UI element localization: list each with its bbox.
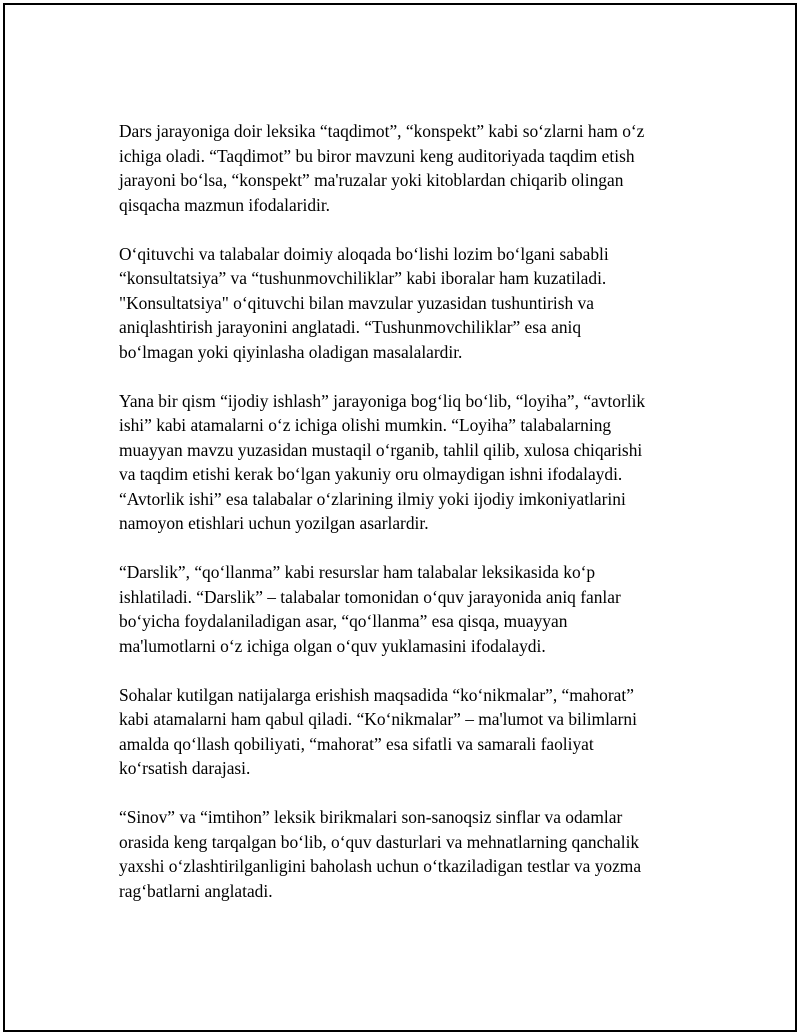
- paragraph-4: “Darslik”, “qo‘llanma” kabi resurslar ham talabalar leksikasida ko‘p ishlatiladi. “Darslik” – talabalar tomonidan o‘quv jarayonida aniq fanlar bo‘yicha foydalaniladigan asar, “qo‘llanma” esa qisqa, muayyan ma'lumotlarni o‘z ichiga olgan o‘quv yuklamasini ifodalaydi.: [119, 562, 621, 656]
- document-page: [3, 3, 797, 1032]
- paragraph-3: Yana bir qism “ijodiy ishlash” jarayoniga bog‘liq bo‘lib, “loyiha”, “avtorlik ishi” kabi atamalarni o‘z ichiga olishi mumkin. “Loyiha” talabalarning muayyan mavzu yuzasidan mustaqil o‘rganib, tahlil qilib, xulosa chiqarishi va taqdim etishi kerak bo‘lgan yakuniy oru olmaydigan ishni ifodalaydi. “Avtorlik ishi” esa talabalar o‘zlarining ilmiy yoki ijodiy imkoniyatlarini namoyon etishlari uchun yozilgan asarlardir.: [119, 390, 646, 533]
- paragraph-6: “Sinov” va “imtihon” leksik birikmalari son-sanoqsiz sinflar va odamlar orasida keng tarqalgan bo‘lib, o‘quv dasturlari va mehnatlarning qanchalik yaxshi o‘zlashtirilganligini baholash uchun o‘tkaziladigan testlar va yozma rag‘batlarni anglatadi.: [119, 807, 642, 901]
- paragraph-5: Sohalar kutilgan natijalarga erishish maqsadida “ko‘nikmalar”, “mahorat” kabi atamalarni ham qabul qiladi. “Ko‘nikmalar” – ma'lumot va bilimlarni amalda qo‘llash qobiliyati, “mahorat” esa sifatli va samarali faoliyat ko‘rsatish darajasi.: [119, 684, 637, 778]
- paragraph-2: O‘qituvchi va talabalar doimiy aloqada bo‘lishi lozim bo‘lgani sababli “konsultatsiya” va “tushunmovchiliklar” kabi iboralar ham kuzatiladi. "Konsultatsiya" o‘qituvchi bilan mavzular yuzasidan tushuntirish va aniqlashtirish jarayonini anglatadi. “Tushunmovchiliklar” esa aniq bo‘lmagan yoki qiyinlasha oladigan masalalardir.: [119, 243, 609, 362]
- document-body: [119, 119, 694, 903]
- paragraph-1: Dars jarayoniga doir leksika “taqdimot”, “konspekt” kabi so‘zlarni ham o‘z ichiga oladi. “Taqdimot” bu biror mavzuni keng auditoriyada taqdim etish jarayoni bo‘lsa, “konspekt” ma'ruzalar yoki kitoblardan chiqarib olingan qisqacha mazmun ifodalaridir.: [119, 121, 645, 215]
